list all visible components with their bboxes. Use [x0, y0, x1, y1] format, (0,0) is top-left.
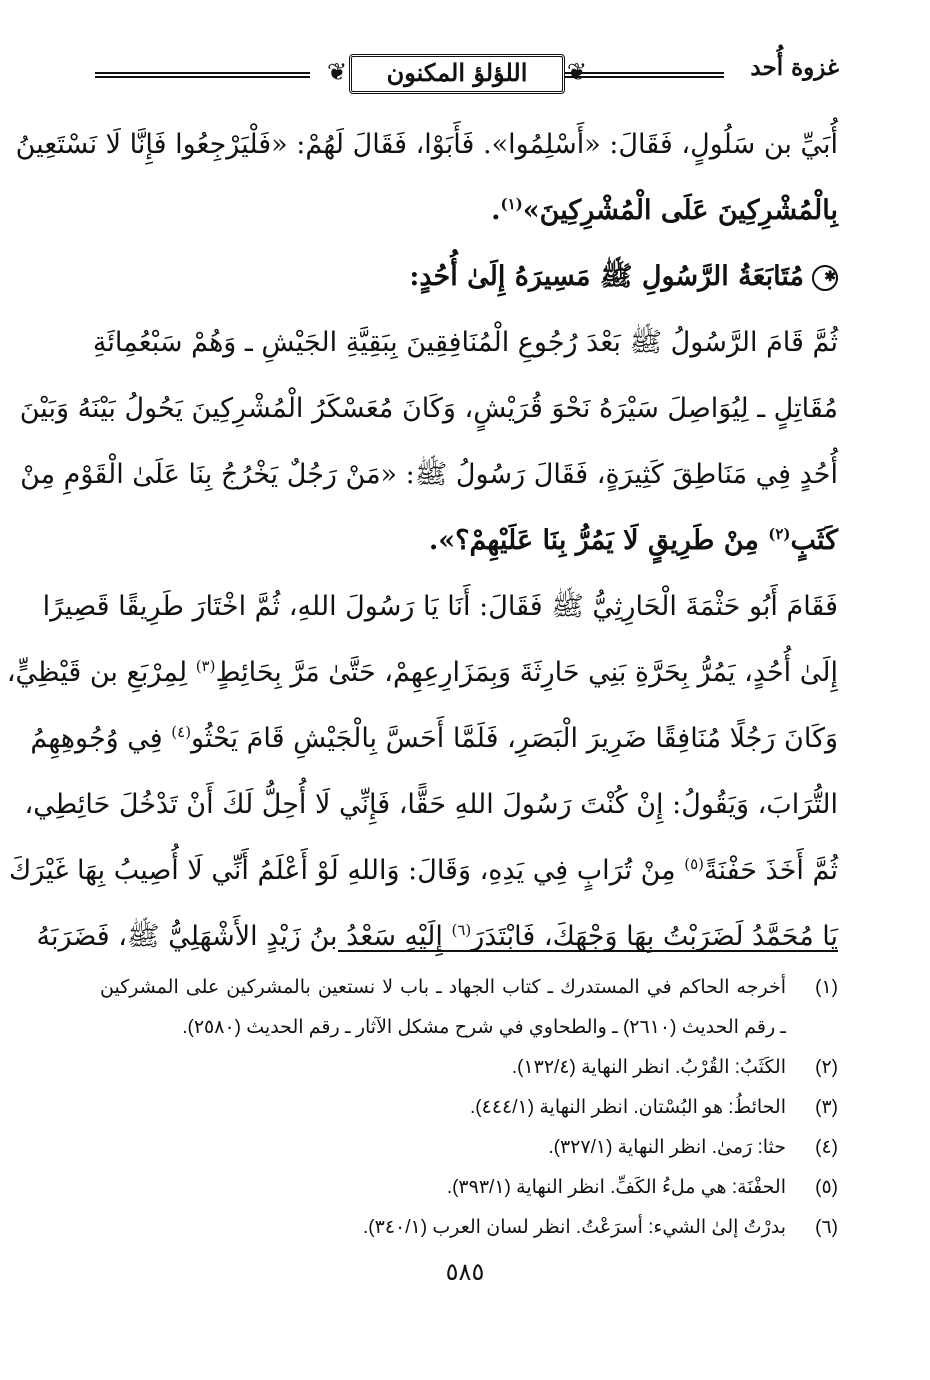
footnote-text: ـ رقم الحديث (٢٦١٠) ـ والطحاوي في شرح مشكل الآثار ـ رقم الحديث (٢٥٨٠). — [182, 1017, 786, 1038]
book-title: اللؤلؤ المكنون — [386, 58, 528, 87]
text-fragment: إِلَىٰ أُحُدٍ، يَمُرُّ بِحَرَّةِ بَنِي حَارِثَةَ وَبِمَزَارِعِهِمْ، حَتَّىٰ مَرَّ بِحَائِطٍ — [215, 657, 838, 688]
footnote-text: الحائطُ: هو البُسْتان. انظر النهاية (٤٤٤/١). — [470, 1097, 786, 1118]
footnote — [100, 968, 838, 1008]
text-fragment: . — [491, 195, 501, 226]
text-fragment: فِي وُجُوهِهِمُ — [30, 723, 172, 754]
footnote-divider — [338, 950, 838, 952]
footnote — [100, 1128, 838, 1168]
page-number: ٥٨٥ — [445, 1259, 485, 1286]
main-text — [6, 112, 838, 970]
text-line: أُحُدٍ فِي مَنَاطِقَ كَثِيرَةٍ، فَقَالَ رَسُولُ ﷺ: «مَنْ رَجُلٌ يَخْرُجُ بِنَا عَلَىٰ الْقَوْمِ مِنْ — [20, 459, 838, 490]
text-fragment: كَثَبٍ — [790, 525, 838, 556]
footnote-ref: (١) — [500, 195, 523, 213]
footnote-number: (١) — [815, 977, 838, 998]
text-line: ثُمَّ قَامَ الرَّسُولُ ﷺ بَعْدَ رُجُوعِ الْمُنَافِقِينَ بِبَقِيَّةِ الجَيْشِ ـ وَهُمْ سَبْعُمِائَةِ — [92, 327, 838, 358]
footnote-text: أخرجه الحاكم في المستدرك ـ كتاب الجهاد ـ باب لا نستعين بالمشركين على المشركين — [100, 977, 786, 998]
text-fragment: مِنْ طَرِيقٍ لَا يَمُرُّ بِنَا عَلَيْهِمْ؟». — [428, 525, 769, 556]
text-line — [100, 508, 838, 574]
text-line — [100, 178, 838, 244]
text-line: التُّرَابَ، وَيَقُولُ: إِنْ كُنْتَ رَسُولَ اللهِ حَقًّا، فَإِنِّي لَا أُحِلُّ لَكَ أَنْ تَدْخُلَ حَائِطِي، — [24, 789, 838, 820]
heading-text: مُتَابَعَةُ الرَّسُولِ ﷺ مَسِيرَهُ إِلَىٰ أُحُدٍ: — [409, 261, 804, 292]
page-header — [95, 44, 839, 106]
footnote — [100, 1088, 838, 1128]
text-line — [8, 838, 838, 904]
footnotes — [100, 968, 838, 1248]
footnote-number: (٦) — [815, 1217, 838, 1238]
text-fragment: وَكَانَ رَجُلًا مُنَافِقًا ضَرِيرَ الْبَصَرِ، فَلَمَّا أَحَسَّ بِالْجَيْشِ قَامَ يَحْثُو — [191, 723, 838, 754]
footnote-ref: (٤) — [171, 723, 192, 741]
footnote-ref: (٣) — [195, 657, 216, 675]
text-line: أُبَيِّ بن سَلُولٍ، فَقَالَ: «أَسْلِمُوا». فَأَبَوْا، فَقَالَ لَهُمْ: «فَلْيَرْجِعُوا فَإِنَّا لَا نَسْتَعِينُ — [15, 129, 838, 160]
ornament-icon: ❦ — [566, 58, 587, 86]
text-fragment: ثُمَّ أَخَذَ حَفْنَةً — [704, 855, 838, 886]
text-line: مُقَاتِلٍ ـ لِيُوَاصِلَ سَيْرَهُ نَحْوَ قُرَيْشٍ، وَكَانَ مُعَسْكَرُ الْمُشْرِكِينَ يَحُولُ بَيْنَهُ وَبَيْنَ — [19, 393, 838, 424]
text-fragment: لِمِرْبَعِ بن قَيْظِيٍّ، — [6, 657, 196, 688]
footnote-number: (٤) — [815, 1137, 838, 1158]
section-title: غزوة أُحد — [750, 54, 839, 81]
footnote-number: (٥) — [815, 1177, 838, 1198]
text-fragment: مِنْ تُرَابٍ فِي يَدِهِ، وَقَالَ: وَاللهِ لَوْ أَعْلَمُ أَنِّي لَا أُصِيبُ بِهَا غَيْرَكَ — [8, 855, 685, 886]
text-fragment: يَا مُحَمَّدُ لَضَرَبْتُ بِهَا وَجْهَكَ، فَابْتَدَرَ — [471, 921, 838, 952]
ornament-icon: ❦ — [327, 58, 348, 86]
footnote-ref: (٥) — [684, 855, 704, 873]
header-rule-left — [95, 72, 310, 78]
footnote-text: حثا: رَمىٰ. انظر النهاية (٣٢٧/١). — [548, 1137, 786, 1158]
footnote-continuation — [100, 1008, 838, 1048]
footnote-ref: (٢) — [768, 525, 791, 543]
book-title-cartouche — [327, 48, 587, 100]
text-line — [30, 706, 838, 772]
section-heading — [100, 244, 838, 310]
footnote-number: (٣) — [815, 1097, 838, 1118]
footnote-ref: (٦) — [451, 921, 472, 939]
text-line — [36, 904, 838, 970]
bullet-icon: ✱ — [812, 265, 838, 291]
footnote — [100, 1208, 838, 1248]
footnote-text: بدرْتُ إلىٰ الشيء: أسرَعْتُ. انظر لسان العرب (٣٤٠/١). — [363, 1217, 786, 1238]
text-fragment: إِلَيْهِ سَعْدُ بنُ زَيْدٍ الأَشْهَلِيُّ ﷺ، فَضَرَبَهُ — [36, 921, 452, 952]
text-line — [6, 640, 838, 706]
footnote-text: الكَثَبُ: القُرْبُ. انظر النهاية (١٣٢/٤). — [511, 1057, 786, 1078]
footnote-text: الحفْنَة: هي ملءُ الكَفِّ. انظر النهاية (٣٩٣/١). — [446, 1177, 786, 1198]
text-fragment: بِالْمُشْرِكِينَ عَلَى الْمُشْرِكِينَ» — [522, 195, 838, 226]
text-line: فَقَامَ أَبُو حَثْمَةَ الْحَارِثِيُّ ﷺ فَقَالَ: أَنَا يَا رَسُولَ اللهِ، ثُمَّ اخْتَارَ طَرِيقًا قَصِيرًا — [42, 591, 838, 622]
footnote-number: (٢) — [815, 1057, 838, 1078]
footnote — [100, 1168, 838, 1208]
footnote — [100, 1048, 838, 1088]
